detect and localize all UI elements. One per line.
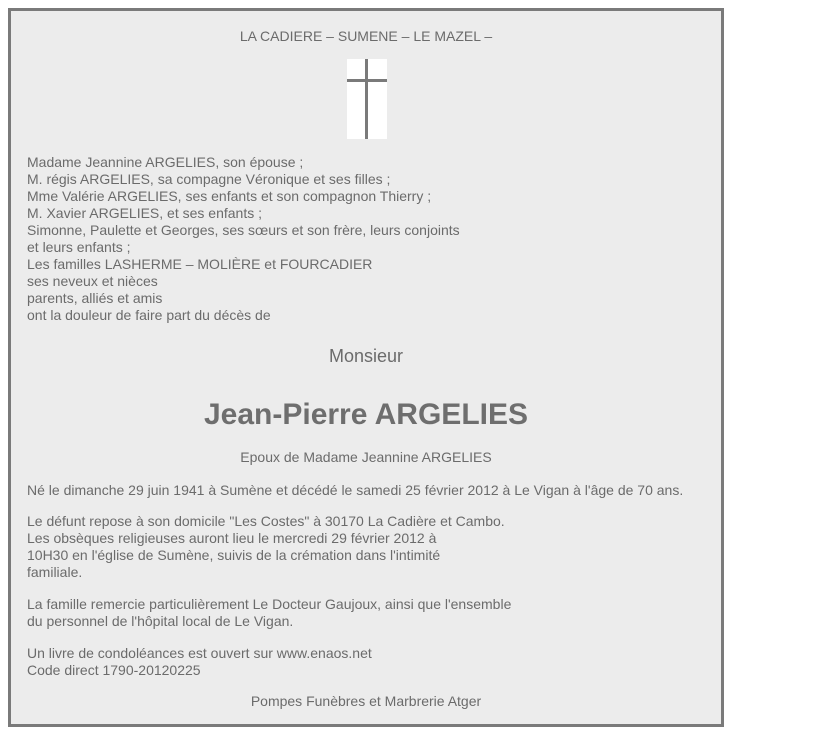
family-line: Madame Jeannine ARGELIES, son épouse ; — [27, 154, 304, 170]
funeral-line: familiale. — [27, 564, 83, 580]
cross-horizontal-bar — [347, 79, 387, 82]
family-line: Mme Valérie ARGELIES, ses enfants et son compagnon Thierry ; — [27, 188, 432, 204]
funeral-line: Les obsèques religieuses auront lieu le mercredi 29 février 2012 à — [27, 530, 437, 546]
places-header: LA CADIERE – SUMENE – LE MAZEL – — [239, 28, 493, 44]
condolences-line: Code direct 1790-20120225 — [27, 662, 201, 678]
family-line: ses neveux et nièces — [27, 273, 158, 289]
family-line: parents, alliés et amis — [27, 290, 163, 306]
condolences-line: Un livre de condoléances est ouvert sur www.enaos.net — [27, 645, 372, 661]
thanks-line: du personnel de l'hôpital local de Le Vigan. — [27, 613, 294, 629]
spouse-line: Epoux de Madame Jeannine ARGELIES — [240, 449, 492, 465]
family-line: et leurs enfants ; — [27, 239, 131, 255]
funeral-details — [27, 513, 505, 581]
family-announcement — [27, 154, 460, 324]
condolences-paragraph — [27, 645, 372, 679]
funeral-home: Pompes Funèbres et Marbrerie Atger — [250, 693, 482, 709]
funeral-line: 10H30 en l'église de Sumène, suivis de la crémation dans l'intimité — [27, 547, 441, 563]
deceased-name: Jean-Pierre ARGELIES — [203, 398, 528, 431]
family-line: Simonne, Paulette et Georges, ses sœurs et son frère, leurs conjoints — [27, 222, 460, 238]
funeral-line: Le défunt repose à son domicile "Les Costes" à 30170 La Cadière et Cambo. — [27, 513, 505, 529]
thanks-paragraph — [27, 596, 511, 630]
family-line: ont la douleur de faire part du décès de — [27, 307, 271, 323]
honorific: Monsieur — [328, 346, 404, 366]
cross-vertical-bar — [365, 59, 368, 139]
obituary-card — [8, 8, 724, 727]
family-line: M. Xavier ARGELIES, et ses enfants ; — [27, 205, 262, 221]
family-line: M. régis ARGELIES, sa compagne Véronique et ses filles ; — [27, 171, 391, 187]
family-line: Les familles LASHERME – MOLIÈRE et FOURCADIER — [27, 256, 373, 272]
cross-icon — [347, 59, 387, 139]
thanks-line: La famille remercie particulièrement Le Docteur Gaujoux, ainsi que l'ensemble — [27, 596, 512, 612]
birth-death-line: Né le dimanche 29 juin 1941 à Sumène et décédé le samedi 25 février 2012 à Le Vigan à l'âge de 70 ans. — [27, 482, 684, 498]
